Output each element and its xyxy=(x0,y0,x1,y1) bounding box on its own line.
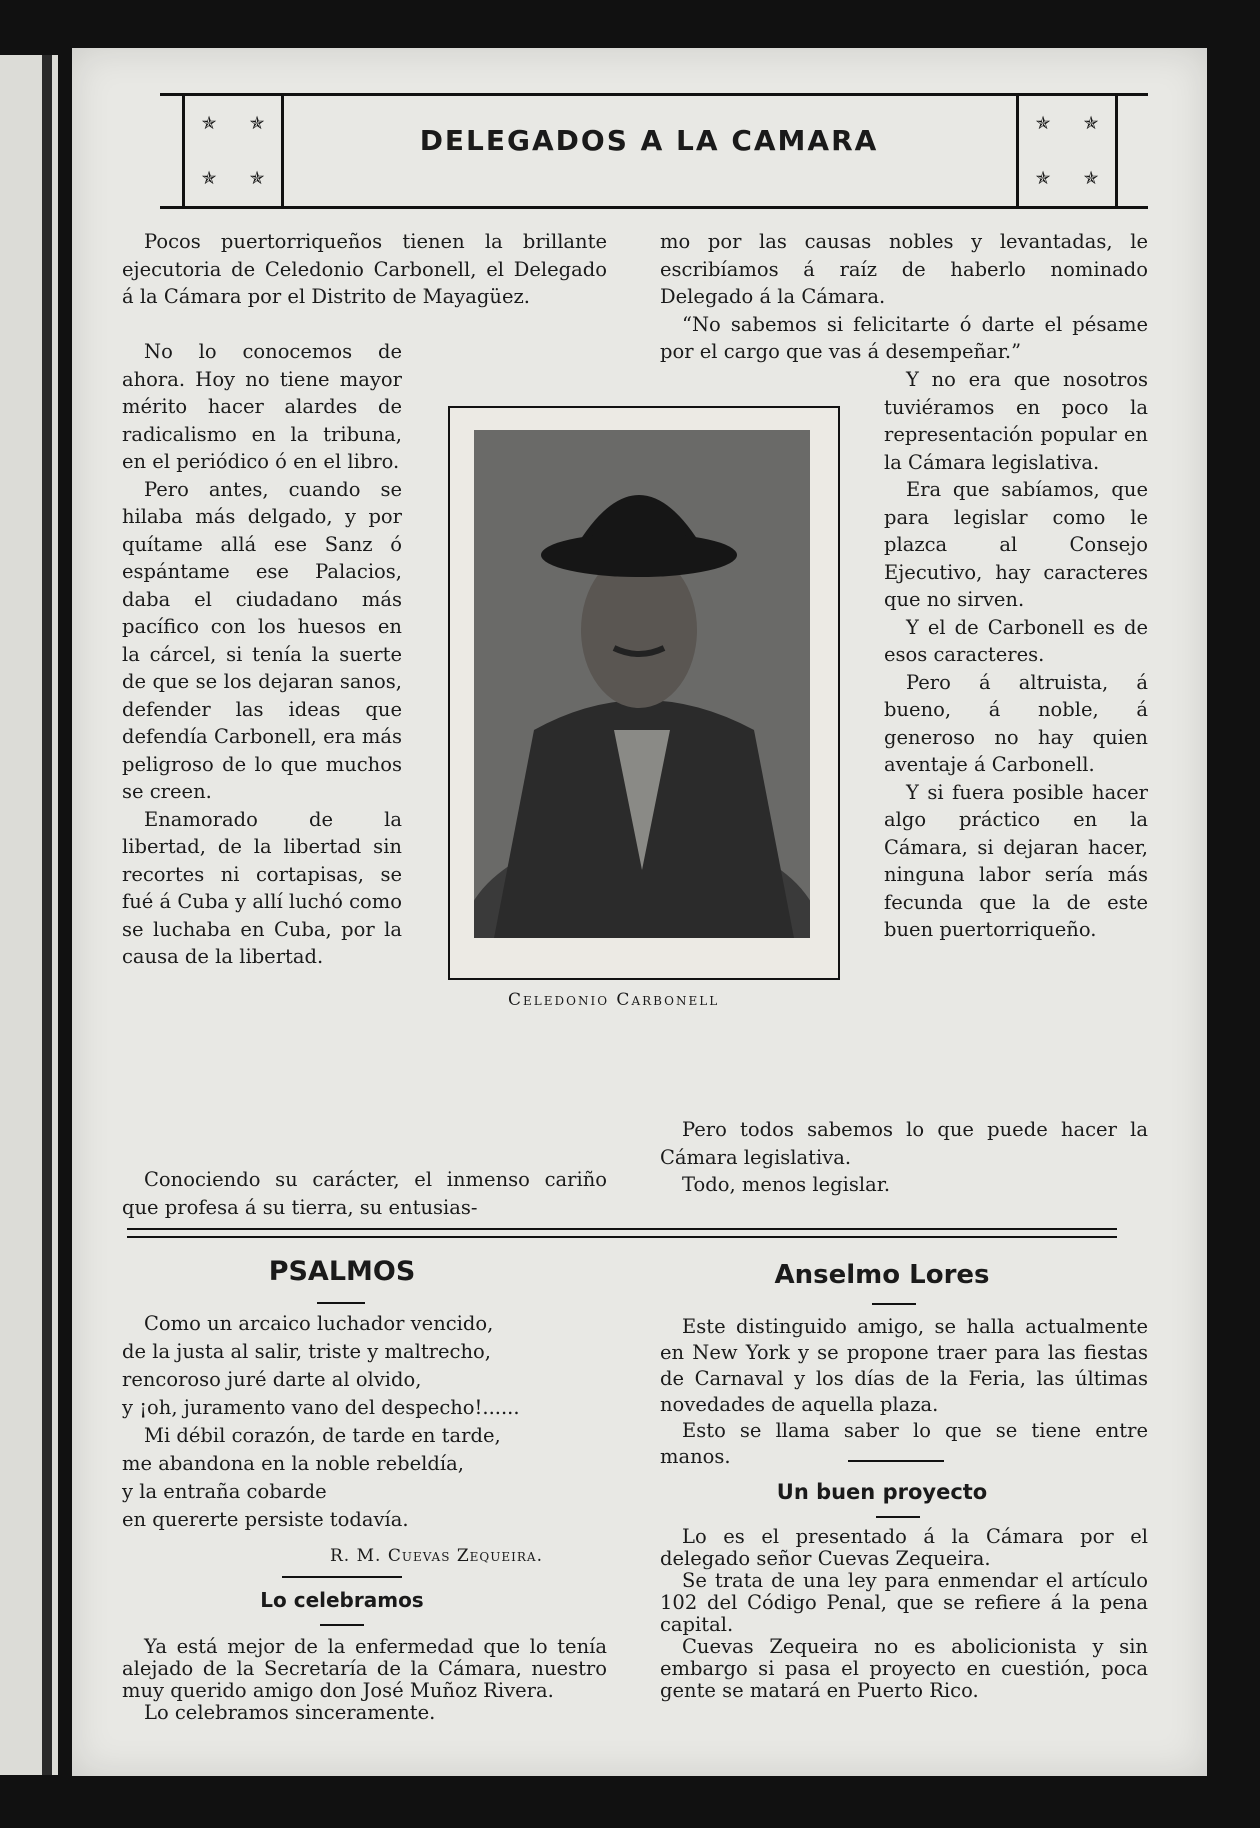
star-icon: ✯ xyxy=(1035,113,1051,134)
binding-thread xyxy=(42,55,52,1775)
poem-line: Como un arcaico luchador vencido, xyxy=(144,1312,494,1335)
paragraph: Esto se llama saber lo que se tiene entre manos. xyxy=(660,1419,1148,1468)
article-right-wrapped xyxy=(884,366,1148,944)
header-banner xyxy=(160,93,1148,209)
article-paragraph: Pero todos sabemos lo que puede hacer la Cámara legislativa. xyxy=(660,1118,1148,1169)
poem-line: rencoroso juré darte al olvido, xyxy=(122,1368,422,1391)
article-paragraph: Todo, menos legislar. xyxy=(682,1173,891,1196)
paragraph: Este distinguido amigo, se halla actualmente en New York y se propone traer para las fiestas de Carnaval y los días de la Feria, las últimas novedades de aquella plaza. xyxy=(660,1315,1148,1416)
celebramos-text xyxy=(122,1636,607,1724)
book-binding xyxy=(0,55,58,1775)
psalmos-signature: R. M. Cuevas Zequeira. xyxy=(330,1546,543,1566)
divider xyxy=(282,1576,402,1578)
article-paragraph: Y si fuera posible hacer algo práctico en la Cámara, si dejaran hacer, ninguna labor sería más fecunda que la de este buen puertorriqueño. xyxy=(884,780,1148,941)
article-paragraph: Pero antes, cuando se hilaba más delgado, y por quítame allá ese Sanz ó espántame ese Palacios, daba el ciudadano más pacífico con los huesos en la cárcel, si tenía la suerte de que se los dejaran sanos, defender las ideas que defendía Carbonell, era más peligroso de lo que muchos se creen. xyxy=(122,477,402,803)
article-paragraph: No lo conocemos de ahora. Hoy no tiene mayor mérito hacer alardes de radicalismo en la tribuna, en el periódico ó en el libro. xyxy=(122,340,402,473)
article-left-wrapped xyxy=(122,338,402,971)
article-paragraph: Y no era que nosotros tuviéramos en poco la representación popular en la Cámara legislativa. xyxy=(884,368,1148,474)
psalmos-poem xyxy=(122,1310,520,1534)
title-underline xyxy=(876,1516,920,1518)
poem-line: y ¡oh, juramento vano del despecho!...... xyxy=(122,1396,520,1419)
portrait-photo xyxy=(474,430,810,938)
star-icon: ✯ xyxy=(1083,113,1099,134)
article-paragraph: Y el de Carbonell es de esos caracteres. xyxy=(884,615,1148,666)
star-icon: ✯ xyxy=(201,113,217,134)
proyecto-text xyxy=(660,1526,1148,1702)
article-paragraph: Era que sabíamos, que para legislar como le plazca al Consejo Ejecutivo, hay caracteres que no sirven. xyxy=(884,478,1148,611)
proyecto-title: Un buen proyecto xyxy=(776,1480,988,1504)
left-star-box xyxy=(182,96,284,206)
section-divider xyxy=(127,1228,1117,1230)
title-underline xyxy=(872,1303,916,1305)
article-right-top xyxy=(660,228,1148,366)
poem-line: en quererte persiste todavía. xyxy=(122,1508,409,1531)
paragraph: Ya está mejor de la enfermedad que lo tenía alejado de la Secretaría de la Cámara, nuestro muy querido amigo don José Muñoz Rivera. xyxy=(122,1635,607,1702)
star-icon: ✯ xyxy=(249,168,265,189)
paragraph: Lo es el presentado á la Cámara por el delegado señor Cuevas Zequeira. xyxy=(660,1525,1148,1570)
star-icon: ✯ xyxy=(249,113,265,134)
portrait-frame xyxy=(448,406,840,980)
psalmos-title: PSALMOS xyxy=(268,1256,416,1287)
article-left-column xyxy=(122,228,607,311)
paragraph: Se trata de una ley para enmendar el artículo 102 del Código Penal, que se refiere á la pena capital. xyxy=(660,1569,1148,1636)
article-paragraph: mo por las causas nobles y levantadas, le escribíamos á raíz de haberlo nominado Delegado á la Cámara. xyxy=(660,230,1148,308)
page xyxy=(72,48,1207,1776)
paragraph: Lo celebramos sinceramente. xyxy=(144,1701,436,1724)
star-icon: ✯ xyxy=(201,168,217,189)
article-right-bottom xyxy=(660,1116,1148,1199)
right-star-box xyxy=(1016,96,1118,206)
poem-line: me abandona en la noble rebeldía, xyxy=(122,1452,464,1475)
poem-line: de la justa al salir, triste y maltrecho, xyxy=(122,1340,491,1363)
article-paragraph: Enamorado de la libertad, de la libertad sin recortes ni cortapisas, se fué á Cuba y allí luchó como se luchaba en Cuba, por la causa de la libertad. xyxy=(122,807,402,968)
paragraph: Cuevas Zequeira no es abolicionista y sin embargo si pasa el proyecto en cuestión, poca gente se matará en Puerto Rico. xyxy=(660,1635,1148,1702)
portrait-caption: Celedonio Carbonell xyxy=(508,990,720,1010)
divider xyxy=(848,1460,944,1462)
header-title: DELEGADOS A LA CAMARA xyxy=(419,124,879,157)
poem-line: y la entraña cobarde xyxy=(122,1480,327,1503)
article-paragraph: “No sabemos si felicitarte ó darte el pésame por el cargo que vas á desempeñar.” xyxy=(660,312,1148,363)
article-paragraph: Conociendo su carácter, el inmenso cariño que profesa á su tierra, su entusias- xyxy=(122,1168,607,1219)
article-left-bottom xyxy=(122,1166,607,1221)
anselmo-title: Anselmo Lores xyxy=(774,1260,990,1290)
article-paragraph: Pocos puertorriqueños tienen la brillante ejecutoria de Celedonio Carbonell, el Delegado á la Cámara por el Distrito de Mayagüez. xyxy=(122,230,607,308)
article-paragraph: Pero á altruista, á bueno, á noble, á generoso no hay quien aventaje á Carbonell. xyxy=(884,670,1148,776)
anselmo-text xyxy=(660,1314,1148,1470)
celebramos-title: Lo celebramos xyxy=(260,1588,424,1612)
section-divider xyxy=(127,1236,1117,1238)
star-icon: ✯ xyxy=(1083,168,1099,189)
star-icon: ✯ xyxy=(1035,168,1051,189)
poem-line: Mi débil corazón, de tarde en tarde, xyxy=(144,1424,501,1447)
title-underline xyxy=(317,1302,365,1304)
title-underline xyxy=(320,1624,364,1626)
